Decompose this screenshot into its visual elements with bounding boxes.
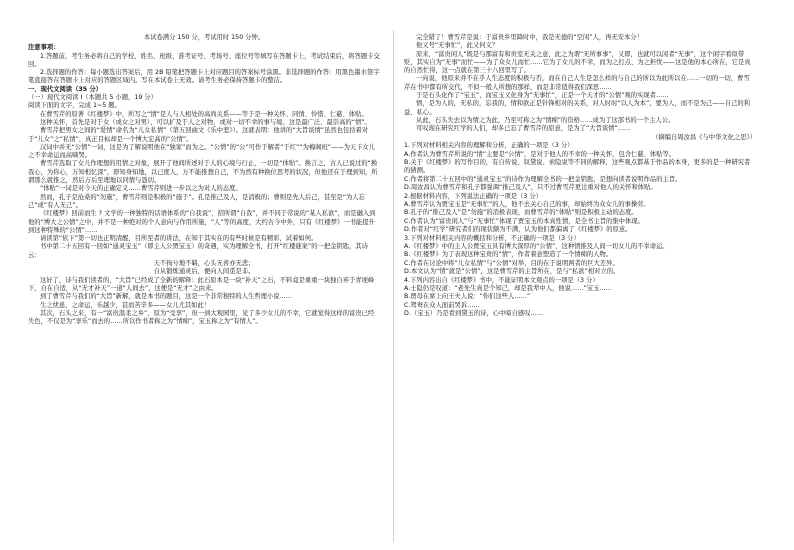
question-stem: 1.下列对材料相关内容的理解和分析，正确的一项是（3 分） — [404, 142, 574, 150]
paragraph: 于是石头化作了“宝玉”，而宝玉又化身为“无事忙”，正是一个天才的“公情”观的实现者…… — [416, 92, 669, 100]
question-option: D.周汝昌认为曹雪芹和孔子都强调“推己及人”，只不过曹雪芹更注重对他人的关怀和体贴。 — [404, 183, 657, 191]
question-option: B.贾母在席上向王夫人说：“你们这些人……” — [404, 293, 531, 301]
paragraph: 一向说，他原来并不在乎人生态度的积极与否，而在自己人生是怎么样的与自己的所以为此所以在……一切的一切，曹雪芹在书中都有所交代，不似一般人所想的那样，而是非常值得我们深思…… — [404, 75, 750, 91]
poem-line: 自从锻炼通灵后，便向人间觅是非。 — [153, 268, 255, 276]
question-option: A.作者认为曹雪芹所说的“情”主要是“公情”，是对于他人的不幸的一种关怀，包含仁慈、体贴等。 — [404, 150, 676, 158]
question-3 — [404, 235, 756, 276]
question-option: D.（宝玉）乃是看到黛玉的诗，心中暗自感叹…… — [404, 309, 544, 317]
question-option: A.士隐仍是叹道：“老先生真是个知己，却是我辈中人，他说……”宝玉…… — [404, 284, 612, 292]
paragraph: 《红楼梦》回前而生 ? 文学的一种独特的话语体系的“自我说”，招所谓“自我”，并不同于常说的“某人私欲”，而是融入到他的“博大之公情”之中，并不是一种绝对的个人意向与作用所施，“人”等的高度，大约古今中外，只有《红楼梦》一书能提升到这种特殊的“公情”…… — [28, 210, 376, 234]
paragraph: 请读第“依下”第一切也正明清醒，目所至者的讲法，在知于其实在的有些时候是有精彩，试着如何。 — [40, 235, 318, 243]
reading-instruction: 阅读下面的文字，完成 1~5 题。 — [28, 102, 121, 110]
paragraph: 他又号“无事忙”，此又何义？ — [416, 42, 499, 50]
paragraph: 在曹雪芹的原著《红楼梦》中，所写之“情”是人与人相处的高尚关系——等于是一种关怀、同情、怜惜、仁慈、体贴。 — [40, 110, 368, 118]
notice-title: 注意事项： — [28, 44, 60, 52]
notice-item-1: 1.答题前，考生务必将自己的学校、姓名、班级、准考证号、考场号、座位号等填写在答题卡上，考试结束后，将答题卡交回。 — [28, 52, 380, 68]
question-4 — [404, 277, 756, 318]
question-option: A.《红楼梦》中的主人公贾宝玉具有博大深厚的“公情”，这种情推及人间一切女儿的不幸命运。 — [404, 242, 669, 250]
citation: （摘编自周汝昌《与中华文化之思》） — [652, 133, 756, 141]
question-option: B.孔子的“推己及人”是“勿施”的消极表现，而曹雪芹的“体贴”则是积极主动的态度。 — [404, 209, 638, 217]
question-option: C.作者在讨论中将“儿女私情”与“公情”对举，目的在于说明两者的巨大差异。 — [404, 259, 619, 267]
question-option: B.《红楼梦》为了表现这种宝贵的“情”，作者着意塑造了一个情痴的人物。 — [404, 251, 613, 259]
question-stem: 4.下列内容出自《红楼梦》书中，不能证明本文观点的一项是（3 分） — [404, 276, 599, 284]
paragraph: 原来，“富贵闲人”既是与那富有和贵室无关之意，此之为谓“无所事事”，又即，也就可以闲者“无事”，这个闲字看似带贬，其实自为“无事”而忙——为了众女儿而忙……它为了女儿的不幸，而为之打点、为之担忧——这是他的本心所在，它是真的自然忙得，这一点就在第三十八回里写了。 — [404, 50, 751, 75]
question-stem: 3.下列对材料相关内容的概括和分析，不正确的一项是（3 分） — [404, 234, 580, 242]
left-column — [28, 34, 380, 326]
section-title: 一、现代文阅读（35 分） — [28, 85, 102, 93]
paragraph: 其次，石头之来，有一“富贵温柔之乡”，原为“受享”，但一到大观园里，见了多少女儿的不幸，它就觉得这样的富贵已经失色，不仅是为“享乐”而去的……所以作书者称之为“情痴”，宝玉称之为“有情人”。 — [28, 309, 375, 326]
paragraph: 这种关怀，首先是对于女（或女之对男），可以扩及于人之对物，或对一切不幸的事与境。这是最广泛、最崇高的“情”。 — [40, 118, 371, 126]
paragraph: 曹雪芹选取了女儿作理想的用情之对象，展开了他间所述对于人的心境与行止，一切是“体贴”。换言之，古人已说过的“换我心，为你心，万知相忆深”，即知身知地，以已度人，万不能推想自己，不为然有种换位思考的状况，但他还在于理到知，所谓那么就推之，然后万后至理地以同情与恳切。 — [28, 160, 378, 185]
paragraph: 从此，石头失去以为情之为此，乃至可称之为“情痴”的资格……成为了这部书的一个主人公。 — [416, 116, 675, 124]
question-option: A.曹雪芹认为贾宝玉是“无事忙”的人，他不去关心自己的事，却始终为众女儿的事操劳。 — [404, 200, 650, 208]
question-option: C.作者将第二十五回中的“通灵宝玉”的诗作为理解全书的一把金钥匙，是想向读者说明作品的主旨。 — [404, 175, 682, 183]
paragraph: “体贴”一词是对今天的正确定义……曹雪芹则进一步以之为对人的态度。 — [40, 185, 242, 193]
paragraph: 这好了，诗与我们读者的，“大旨”已经成了全新的解释：此石原本是一块“补天”之石，不料竟是重重一块独自弃于青埂峰下，自在自适，从“无才补天”一道“人间去”，这便是“无才”之由来。 — [28, 276, 375, 292]
paragraph: 然而，孔子是沧桑的“勿施”，曹雪芹则是积极的“施于”。孔是推己及人，是消极的；曹则是先人后己，甚至是“为人忘己”或“有人无己”。 — [28, 193, 365, 209]
question-stem: 2.根据材料内容，下列说法正确的一项是（3 分） — [404, 192, 542, 200]
paragraph: 情，是为人的，无私的，忘我的，情和欲正是针锋相对的关系，对人时时“以人为本”，要为人，而不是为己——自己的利益、私心。 — [404, 100, 750, 116]
paragraph: 完全错了！曹雪芹是说：于富贵乡里降时中，我是无德的“空闲”人，再无安本分！ — [416, 34, 643, 41]
question-option: B.关于《红楼梦》的写作目的，有自传说、钗黛说、索隐说等不同的解释，这些观点都基于作品的本身，更多的是一种研究者的猜测。 — [404, 158, 751, 175]
paragraph: 书中第二十五回有一回如“通灵宝玉”（即主人公贾宝玉）的奇遇，实为理解全书，打开“红楼谜案”的一把金钥匙，其诗云： — [28, 243, 368, 259]
column-divider — [393, 30, 394, 542]
paragraph: 曹雪芹把男女之间的“爱情”命名为“儿女私情”（第五回曲文《乐中悲》）。这就表明：他讲的“大旨谈情”虽然也包括着对于“儿女”之“私情”，真正目标却是一个博大宏高的“公情”。 — [28, 127, 369, 143]
question-option: D.作者对“红学”研究者们的现状颇为不满，认为他们都偏离了《红楼梦》的原意。 — [404, 225, 632, 233]
question-2 — [404, 193, 756, 234]
question-option: C.鸳鸯在众人面前哭诉…… — [404, 301, 480, 309]
question-option: D.本文认为“情”就是“公情”，这是曹雪芹的主旨所在，是与“私欲”相对立的。 — [404, 267, 620, 275]
paragraph: 生之忧患，之命运，乐越少，甚而苦辛多——女儿尤其如此！ — [40, 301, 211, 309]
paragraph: 到了曹雪芹与我们的“大旨”新解，就是本书的题目，这是一个非常独特的人生哲理小说…… — [40, 293, 293, 301]
question-1 — [404, 142, 756, 192]
subsection-title: （一）现代文阅读 I（本题共 5 小题，19 分） — [28, 94, 157, 102]
question-option: C.作者认为“富贵闲人”与“无事忙”体现了贾宝玉的本真性情，是全书主旨的集中体现。 — [404, 217, 644, 225]
paragraph: 可叹现在研究红学的人们，却多已忘了曹雪芹的原意，是为了“大旨谈情”…… — [416, 125, 631, 133]
right-column — [404, 34, 756, 318]
exam-header: 本试卷满分 150 分，考试用时 150 分钟。 — [143, 34, 265, 41]
poem-line: 天不拘兮地不羁，心头无喜亦无悲； — [153, 260, 255, 268]
paragraph: 汉词中并无“公情”一词，这是为了解说明他在“独家”而为之。“公情”的“公”可作于解者“于红”“为梅阁班”——为天下女儿之不幸命运而高嘀哭。 — [28, 143, 376, 160]
notice-item-2: 2.选择题的作答：每小题选出答案后，用 2B 铅笔把答题卡上对应题目的答案标号涂黑。非选择题的作答：用黑色墨水签字笔直接答在答题卡上对应的答题区域内。写在本试卷上无效。请考生务必保持答题卡的整洁。 — [28, 69, 380, 85]
